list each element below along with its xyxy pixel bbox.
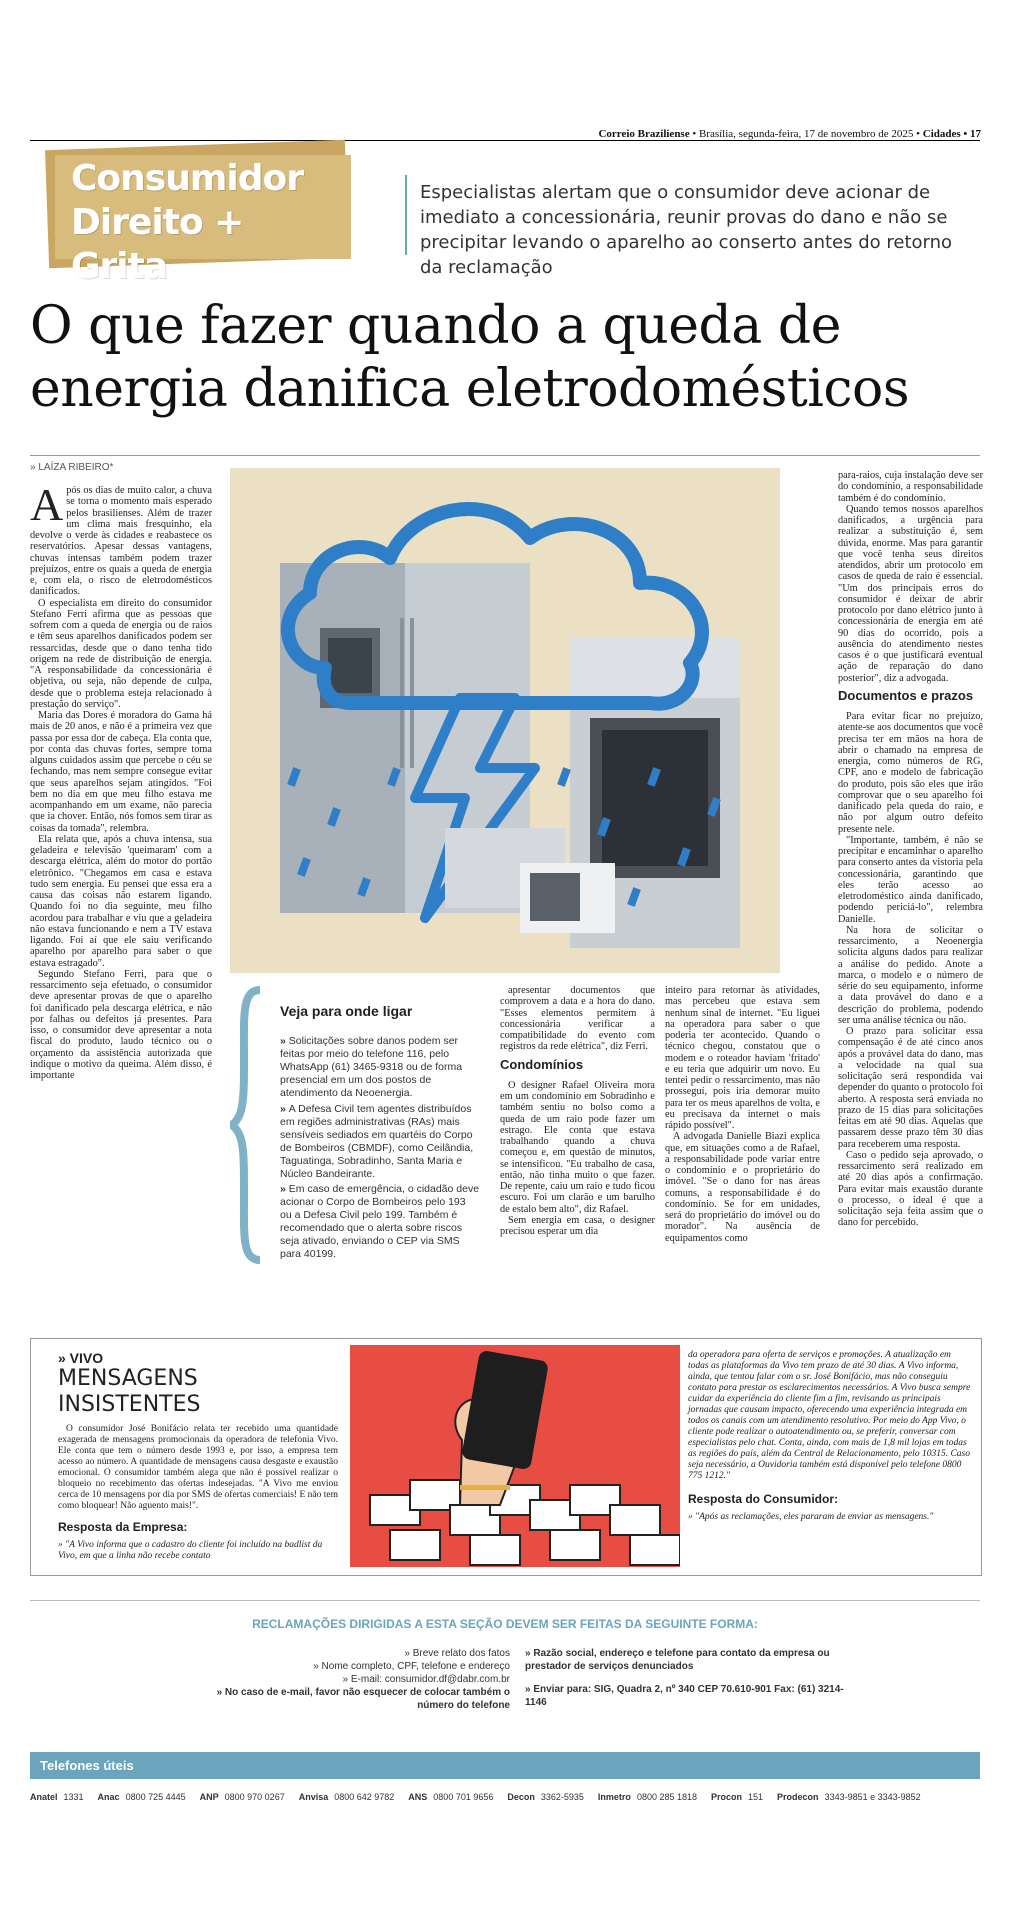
paragraph: O designer Rafael Oliveira mora em um condomínio em Sobradinho e também sentiu no bolso como a queda de um raio pode fazer um estrago. Ele conta que estava trabalhando quando a chuva começou e, em questão de minutos, se intensificou. "Eu trabalho de casa, então, não tinha muito o que fazer. De repente, caiu um raio e tudo ficou escuro. Foi um clarão e um barulho de estalo bem alto", diz Rafael. (500, 1079, 655, 1215)
paragraph: Quando temos nossos aparelhos danificados, a urgência para realizar a substituição é, sem dúvida, enorme. Mas para garantir que você tenha seus direitos atendidos, abrir um protocolo em casos de queda de raio é essencial. "Um dos principais erros do consumidor é deixar de abrir protocolo por dano elétrico junto à concessionária de energia em até 90 dias do ocorrido, pois a ausência do atendimento nestes casos é o que justificará eventual ação de reparação do dano posterior", diz a advogada. (838, 503, 983, 684)
phone-messages-illustration (350, 1345, 680, 1567)
consumer-response-title: Resposta do Consumidor: (688, 1492, 839, 1506)
complaint-left (58, 1350, 338, 1562)
box-item: » Em caso de emergência, o cidadão deve acionar o Corpo de Bombeiros pelo 193 ou a Defesa Civil pelo 199. Também é recomendado que o alerta sobre riscos seja ativado, enviando o CEP via SMS para 40199. (280, 1183, 480, 1261)
top-rule (30, 140, 980, 141)
footer-right (525, 1647, 855, 1709)
article-column-4 (665, 985, 820, 1295)
subhead-condominios: Condomínios (500, 1056, 584, 1072)
appliances-storm-illustration (230, 468, 780, 973)
phone-entry-name: Decon (507, 1792, 535, 1802)
phone-entry (30, 1792, 84, 1802)
phone-entry-number: 0800 725 4445 (125, 1792, 186, 1802)
paragraph: Caso o pedido seja aprovado, o ressarcimento será realizado em até 20 dias após a confirmação. Para evitar mais exaustão durante o processo, o ideal é que a solicitação seja feita assim que o dano for percebido. (838, 1149, 983, 1229)
box-item: » Solicitações sobre danos podem ser feitas por meio do telefone 116, pelo WhatsApp (61) 3465-9318 ou de forma presencial em um dos postos de atendimento da Neoenergia. (280, 1035, 480, 1100)
box-item: » A Defesa Civil tem agentes distribuídos em regiões administrativas (RAs) mais sensíveis sediados em quartéis do Corpo de Bombeiros (CBMDF), como Ceilândia, Taguatinga, Sobradinho, Santa Maria e Núcleo Bandeirante. (280, 1103, 480, 1181)
phone-entry-name: Inmetro (597, 1792, 631, 1802)
phone-entry-name: Anvisa (298, 1792, 329, 1802)
section-label: Cidades • 17 (920, 128, 981, 140)
article-column-3 (500, 985, 655, 1295)
paragraph: Segundo Stefano Ferri, para que o ressarcimento seja efetuado, o consumidor deve apresentar provas de que o aparelho foi danificado pela descarga elétrica, e não por falhas ou defeitos já presentes. Para isso, o consumidor deve apresentar a nota fiscal do produto, laudo técnico ou o orçamento da assistência autorizada que indique o motivo da queima. Além disso, é importante (30, 968, 212, 1081)
subtitle: Especialistas alertam que o consumidor deve acionar de imediato a concessionária, reunir provas do dano e não se precipitar levando o aparelho ao conserto antes do retorno da reclamação (420, 182, 953, 278)
paragraph: apresentar documentos que comprovem a data e a hora do dano. "Esses elementos permitem à concessionária verificar a compatibilidade do evento com registros da rede elétrica", diz Ferri. (500, 985, 655, 1053)
badge-line1: Consumidor (71, 158, 303, 199)
consumer-response-text: » "Após as reclamações, eles pararam de enviar as mensagens." (688, 1512, 934, 1522)
phone-entry (598, 1792, 697, 1802)
phone-entry-number: 0800 970 0267 (224, 1792, 285, 1802)
subtitle-bar (405, 175, 407, 255)
paragraph: Para evitar ficar no prejuízo, atente-se aos documentos que você precisa ter em mãos na hora de abrir o chamado na empresa de energia, como números de RG, CPF, ano e modelo de fabricação do produto, pois são eles que irão comprovar que o seu aparelho foi danificado pela queda do raio, e não por algum outro defeito presente nele. (838, 711, 983, 835)
issue-meta: • Brasília, segunda-feira, 17 de novembro de 2025 • (689, 128, 920, 140)
paragraph: para-raios, cuja instalação deve ser do condomínio, a responsabilidade também é do condomínio. (838, 470, 983, 504)
article-column-1 (30, 485, 212, 1295)
where-to-call-box (230, 985, 485, 1265)
brace-decoration (230, 985, 266, 1265)
footer-item: » Nome completo, CPF, telefone e endereço (313, 1661, 510, 1672)
phone-entry (777, 1792, 921, 1802)
phone-entry-name: Anac (97, 1792, 120, 1802)
article-column-5 (838, 470, 983, 1296)
section-badge (47, 145, 347, 287)
footer-rule (30, 1600, 980, 1601)
phone-entry (200, 1792, 285, 1802)
company-tag: » VIVO (58, 1350, 104, 1366)
phone-entry-name: ANS (408, 1792, 428, 1802)
footer-item: » E-mail: consumidor.df@dabr.com.br (342, 1674, 510, 1685)
phone-entry-number: 3343-9851 e 3343-9852 (824, 1792, 921, 1802)
badge-line2: Direito + Grita (71, 202, 244, 287)
footer-item: » Razão social, endereço e telefone para contato da empresa ou prestador de serviços denunciados (525, 1648, 830, 1672)
complaint-title: MENSAGENS INSISTENTES (58, 1366, 201, 1417)
phone-entry (408, 1792, 493, 1802)
phone-entry-name: Prodecon (777, 1792, 819, 1802)
subhead-documentos: Documentos e prazos (838, 687, 974, 703)
illustration-svg (230, 468, 780, 973)
phone-entry (711, 1792, 763, 1802)
useful-phones-bar (30, 1752, 980, 1779)
phone-entry (299, 1792, 395, 1802)
paragraph: inteiro para retornar às atividades, mas percebeu que estava sem nenhum sinal de internet. "Eu liguei na operadora para saber o que poderia ter acontecido. Quando o técnico chegou, constatou que o modem e o roteador haviam 'fritado' e eu teria que adquirir um novo. Eu tentei pedir o ressarcimento, mas não prosseguí, pois iria demorar muito para ter os meus aparelhos de volta, e eu precisava da internet o mais rápido possível". (665, 985, 820, 1131)
phone-entry-number: 0800 285 1818 (636, 1792, 697, 1802)
paper-name: Correio Braziliense (598, 128, 690, 140)
footer-item: » Enviar para: SIG, Quadra 2, nº 340 CEP 70.610-901 Fax: (61) 3214-1146 (525, 1684, 844, 1708)
useful-phones-list (30, 1792, 980, 1802)
company-response-cont: da operadora para oferta de serviços e promoções. A atualização em todas as plataformas da Vivo tem prazo de até 30 dias. A Vivo informa, ainda, que tentou falar com o sr. José Bonifácio, mas não conseguiu contato para prestar os esclarecimentos necessários. A Vivo busca sempre cuidar da experiência do cliente fim a fim, revisando as principais jornadas que causam impacto, oferecendo uma experiência integrada em todos os canais com um atendimento resolutivo. Por meio do App Vivo, o cliente pode realizar o autoatendimento ou, se preferir, conversar com especialistas pelo chat. Conta, ainda, com mais de 1,8 mil lojas em todas as regiões do país, além da Central de Relacionamento, pelo 10315. Caso seja necessário, a Ouvidoria também está disponível pelo telefone 0800 775 1212." (688, 1350, 971, 1481)
footer-item: » Breve relato dos fatos (404, 1648, 510, 1659)
phone-entry-number: 3362-5935 (540, 1792, 584, 1802)
drop-cap: A (30, 485, 64, 530)
complaint-text: O consumidor José Bonifácio relata ter recebido uma quantidade exagerada de mensagens promocionais da operadora de telefonia Vivo. Ele conta que tem o número desde 1993 e, por isso, a empresa tem acesso ao número. A quantidade de mensagens causa desgaste e exaustão emocional. O consumidor também alega que não é possível realizar o bloqueio no recebimento das ofertas indesejadas. "A Vivo me enviou cerca de 10 mensagens por dia por SMS de ofertas comerciais! E não tem como bloquear! Não aguento mais!". (58, 1424, 338, 1511)
phone-entry-number: 151 (748, 1792, 764, 1802)
company-response-title: Resposta da Empresa: (58, 1520, 188, 1534)
paragraph: O prazo para solicitar essa compensação é de até cinco anos após a provável data do dano, mas a velocidade na qual sua solicitação será respondida vai depender do quanto o protocolo foi aberto. A resposta será enviada no prazo de 15 dias para solicitações feitas em até 90 dias. Aquelas que passarem desse prazo têm 30 dias para receberem uma resposta. (838, 1026, 983, 1150)
headline: O que fazer quando a queda de energia danifica eletrodomésticos (30, 296, 910, 419)
complaint-right (688, 1350, 973, 1522)
company-response-text: » "A Vivo informa que o cadastro do cliente foi incluído na badlist da Vivo, em que a linha não recebe contato (58, 1540, 323, 1561)
phone-entry-name: Procon (711, 1792, 743, 1802)
phone-entry-number: 0800 701 9656 (433, 1792, 494, 1802)
headline-rule (30, 455, 980, 456)
paragraph: Maria das Dores é moradora do Gama há mais de 20 anos, e não é a primeira vez que passa por essa dor de cabeça. Ela conta que, por conta das chuvas fortes, sempre toma alguns cuidados assim que percebe o céu se fechando, mas nem sempre consegue evitar que seus aparelhos sejam atingidos. "Foi bem no dia em que meu filho estava me acompanhando em um exame, não parecia que ia chover. Então, nós fomos sem tirar as coisas da tomada", relembra. (30, 710, 212, 834)
footer-title: RECLAMAÇÕES DIRIGIDAS A ESTA SEÇÃO DEVEM SER FEITAS DA SEGUINTE FORMA: (252, 1617, 758, 1631)
paragraph: O especialista em direito do consumidor Stefano Ferri afirma que as pessoas que sofrem com a queda de energia ou de raios e têm seus aparelhos danificados podem ser ressarcidas, desde que o dano tenha tido origem na rede de distribuição de energia. "A responsabilidade da concessionária é objetiva, ou seja, não depende de culpa, desde que o problema esteja relacionado à prestação do serviço". (30, 597, 212, 710)
box-title: Veja para onde ligar (280, 1003, 413, 1019)
phone-entry-number: 0800 642 9782 (334, 1792, 395, 1802)
byline: » LAÍZA RIBEIRO* (30, 462, 114, 473)
paragraph: Ela relata que, após a chuva intensa, sua geladeira e televisão 'queimaram' com a descarga elétrica, além do motor do portão eletrônico. "Chegamos em casa e estava tudo sem energia. Eu pensei que essa era a causa das coisas não estarem ligando. Quando foi no dia seguinte, meu filho acordou para trabalhar e viu que a geladeira não estava funcionando e nem a TV estava ligando. Foi aí que ele saiu verificando aparelho por aparelho para saber o que estava estragado". (30, 833, 212, 969)
paragraph: A advogada Danielle Biazi explica que, em situações como a de Rafael, a responsabilidade pode variar entre o condomínio e o proprietário do imóvel. "Se o dano for nas áreas comuns, a responsabilidade é do condomínio. Se for em unidades, será do proprietário do imóvel ou do morador". Na ausência de equipamentos como (665, 1131, 820, 1244)
useful-phones-title: Telefones úteis (40, 1758, 134, 1773)
running-head (598, 128, 981, 140)
paragraph: Sem energia em casa, o designer precisou esperar um dia (500, 1214, 655, 1237)
phone-entry (98, 1792, 186, 1802)
phone-entry-name: Anatel (30, 1792, 58, 1802)
phone-entry-number: 1331 (63, 1792, 84, 1802)
phone-svg (350, 1345, 680, 1567)
phone-entry (507, 1792, 584, 1802)
paragraph: Na hora de solicitar o ressarcimento, a Neoenergia solicita alguns dados para realizar a análise do pedido. Anote a marca, o modelo e o número de série do seu equipamento, informe a data provável do dano e a descrição do problema, podendo ser uma análise técnica ou não. (838, 924, 983, 1026)
paragraph: pós os dias de muito calor, a chuva se torna o momento mais esperado pelos brasilienses. Além de trazer um clima mais fresquinho, ela devolve o verde às cidades e reabastece os reservatórios. Apesar dessas vantagens, chuvas intensas também podem trazer prejuízos, entre os quais a queda de energia e, com ela, o risco de eletrodomésticos danificados. (30, 485, 212, 598)
footer-left (180, 1647, 510, 1712)
footer-item: » No caso de e-mail, favor não esquecer de colocar também o número do telefone (216, 1687, 510, 1711)
phone-entry-name: ANP (199, 1792, 219, 1802)
paragraph: "Importante, também, é não se precipitar e encaminhar o aparelho para conserto antes da vistoria pela concessionária, garantindo que eles terão acesso ao eletrodoméstico ainda danificado, podendo periciá-lo", relembra Danielle. (838, 834, 983, 925)
